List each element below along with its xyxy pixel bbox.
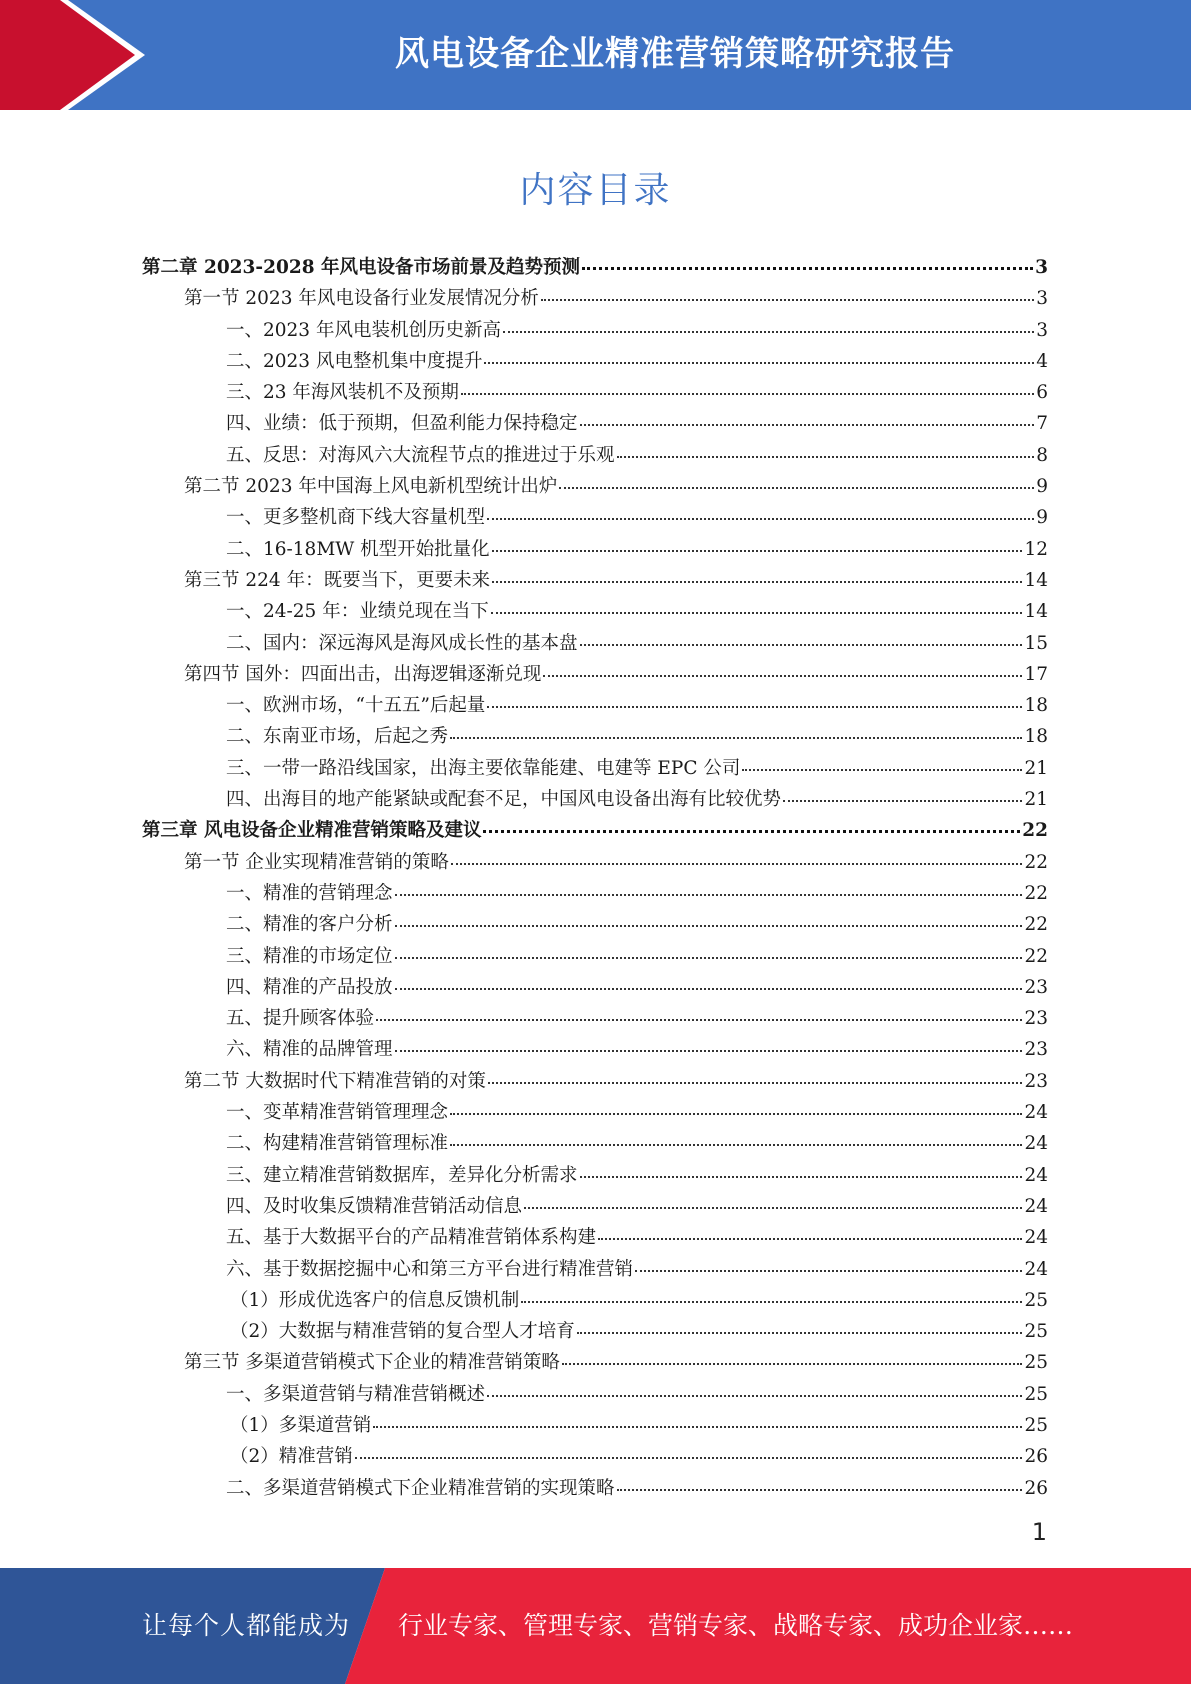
toc-entry-title: 三、23 年海风装机不及预期	[226, 382, 459, 404]
toc-entry-page: 24	[1024, 1227, 1048, 1249]
toc-entry[interactable]	[142, 910, 1048, 941]
dot-leader	[461, 393, 1034, 395]
toc-entry-title: 第三节 多渠道营销模式下企业的精准营销策略	[184, 1352, 560, 1374]
dot-leader	[450, 737, 1022, 739]
header-band	[0, 0, 1191, 110]
toc-entry[interactable]	[142, 816, 1048, 847]
toc-entry-title: （2）大数据与精准营销的复合型人才培育	[230, 1321, 575, 1343]
toc-entry-page: 14	[1024, 601, 1048, 623]
toc-entry-page: 3	[1036, 288, 1048, 310]
dot-leader	[451, 863, 1023, 865]
dot-leader	[395, 894, 1023, 896]
toc-entry-page: 9	[1036, 507, 1048, 529]
toc-entry-title: 四、精准的产品投放	[226, 976, 393, 998]
toc-entry-page: 22	[1022, 820, 1048, 842]
dot-leader	[559, 487, 1034, 489]
toc-entry[interactable]	[142, 535, 1048, 566]
dot-leader	[503, 331, 1034, 333]
toc-entry-page: 23	[1024, 1070, 1048, 1092]
toc-entry-title: 一、多渠道营销与精准营销概述	[226, 1383, 486, 1405]
toc-entry[interactable]	[142, 503, 1048, 534]
toc-entry[interactable]	[142, 973, 1048, 1004]
toc-entry-title: 第一节 2023 年风电设备行业发展情况分析	[184, 288, 539, 310]
dot-leader	[487, 706, 1022, 708]
toc-entry-page: 18	[1024, 726, 1048, 748]
toc-entry-title: 第一节 企业实现精准营销的策略	[184, 851, 449, 873]
toc-entry[interactable]	[142, 848, 1048, 879]
toc-entry-page: 24	[1024, 1133, 1048, 1155]
toc-entry-page: 12	[1024, 538, 1048, 560]
toc-entry-page: 15	[1024, 632, 1048, 654]
toc-entry-page: 25	[1024, 1321, 1048, 1343]
dot-leader	[395, 1050, 1023, 1052]
toc-heading: 内容目录	[519, 170, 672, 211]
toc-entry-page: 3	[1035, 257, 1048, 278]
toc-entry-page: 17	[1024, 663, 1048, 685]
toc-entry-title: 二、2023 风电整机集中度提升	[226, 350, 483, 372]
toc-entry[interactable]	[142, 1067, 1048, 1098]
toc-entry-title: 一、更多整机商下线大容量机型	[226, 507, 486, 529]
toc-entry-page: 22	[1024, 914, 1048, 936]
toc-entry-title: 一、2023 年风电装机创历史新高	[226, 319, 501, 341]
dot-leader	[543, 675, 1022, 677]
dot-leader	[487, 1395, 1022, 1397]
dot-leader	[541, 299, 1034, 301]
toc-entry-page: 3	[1036, 319, 1048, 341]
toc-entry-title: 一、24-25 年：业绩兑现在当下	[226, 601, 489, 623]
dot-leader	[577, 1332, 1023, 1334]
dot-leader	[742, 769, 1022, 771]
toc-entry-page: 25	[1024, 1414, 1048, 1436]
toc-entry-title: 第三节 224 年：既要当下，更要未来	[184, 569, 491, 591]
dot-leader	[376, 1019, 1022, 1021]
dot-leader	[617, 456, 1035, 458]
footer-slogan-left: 让每个人都能成为	[142, 1611, 351, 1640]
toc-entry[interactable]	[142, 284, 1048, 315]
toc-entry[interactable]	[142, 1286, 1048, 1317]
toc-entry[interactable]	[142, 378, 1048, 409]
toc-entry[interactable]	[142, 942, 1048, 973]
toc-entry-title: 四、业绩：低于预期，但盈利能力保持稳定	[226, 413, 578, 435]
dot-leader	[492, 550, 1023, 552]
toc-entry[interactable]	[142, 1035, 1048, 1066]
toc-entry-page: 25	[1024, 1383, 1048, 1405]
footer-band	[0, 1568, 1191, 1684]
dot-leader	[582, 267, 1033, 270]
toc-entry[interactable]	[142, 660, 1048, 691]
toc-entry-page: 21	[1024, 757, 1048, 779]
toc-entry[interactable]	[142, 1192, 1048, 1223]
toc-entry[interactable]	[142, 629, 1048, 660]
dot-leader	[487, 518, 1034, 520]
toc-entry-title: 第三章 风电设备企业精准营销策略及建议	[142, 820, 482, 842]
chevron-arrow-icon	[0, 0, 160, 110]
toc-entry[interactable]	[142, 1380, 1048, 1411]
report-title: 风电设备企业精准营销策略研究报告	[395, 34, 955, 74]
dot-leader	[488, 1082, 1023, 1084]
dot-leader	[783, 800, 1022, 802]
dot-leader	[598, 1238, 1022, 1240]
toc-entry-page: 24	[1024, 1258, 1048, 1280]
toc-entry[interactable]	[142, 785, 1048, 816]
toc-entry-page: 22	[1024, 882, 1048, 904]
toc-entry-title: 一、精准的营销理念	[226, 882, 393, 904]
dot-leader	[373, 1426, 1022, 1428]
toc-entry[interactable]	[142, 1348, 1048, 1379]
toc-entry-title: 三、一带一路沿线国家，出海主要依靠能建、电建等 EPC 公司	[226, 757, 741, 779]
toc-entry-title: 五、反思：对海风六大流程节点的推进过于乐观	[226, 444, 615, 466]
toc-entry-title: 二、16-18MW 机型开始批量化	[226, 538, 490, 560]
toc-entry[interactable]	[142, 1004, 1048, 1035]
toc-entry-title: 二、构建精准营销管理标准	[226, 1133, 449, 1155]
toc-entry[interactable]	[142, 316, 1048, 347]
toc-entry-title: 三、精准的市场定位	[226, 945, 393, 967]
dot-leader	[395, 957, 1023, 959]
toc-entry[interactable]	[142, 1442, 1048, 1473]
toc-entry[interactable]	[142, 566, 1048, 597]
toc-entry-title: 第二章 2023-2028 年风电设备市场前景及趋势预测	[142, 257, 581, 278]
toc-entry-title: 二、国内：深远海风是海风成长性的基本盘	[226, 632, 578, 654]
toc-entry-page: 21	[1024, 789, 1048, 811]
dot-leader	[580, 424, 1035, 426]
toc-entry-title: 一、欧洲市场，“十五五”后起量	[226, 695, 486, 717]
dot-leader	[617, 1489, 1023, 1491]
dot-leader	[395, 925, 1023, 927]
toc-entry-title: （1）形成优选客户的信息反馈机制	[230, 1289, 520, 1311]
toc-entry[interactable]	[142, 722, 1048, 753]
dot-leader	[484, 362, 1034, 364]
dot-leader	[492, 581, 1022, 583]
toc-entry[interactable]	[142, 472, 1048, 503]
toc-entry-title: 二、多渠道营销模式下企业精准营销的实现策略	[226, 1477, 615, 1499]
toc-entry-page: 24	[1024, 1195, 1048, 1217]
toc-entry-title: 二、精准的客户分析	[226, 914, 393, 936]
toc-entry[interactable]	[142, 1161, 1048, 1192]
toc-entry[interactable]	[142, 879, 1048, 910]
toc-entry[interactable]	[142, 1474, 1048, 1505]
dot-leader	[580, 1176, 1023, 1178]
toc-entry[interactable]	[142, 1317, 1048, 1348]
table-of-contents	[142, 253, 1048, 1505]
dot-leader	[450, 1144, 1022, 1146]
toc-entry[interactable]	[142, 441, 1048, 472]
page-number: 1	[1031, 1518, 1047, 1546]
toc-entry-title: 第二节 大数据时代下精准营销的对策	[184, 1070, 486, 1092]
toc-entry-title: 六、基于数据挖掘中心和第三方平台进行精准营销	[226, 1258, 634, 1280]
toc-entry-page: 6	[1036, 382, 1048, 404]
toc-entry-page: 9	[1036, 476, 1048, 498]
dot-leader	[395, 988, 1023, 990]
dot-leader	[580, 644, 1023, 646]
toc-entry-page: 25	[1024, 1352, 1048, 1374]
toc-entry-page: 7	[1036, 413, 1048, 435]
toc-entry-title: 第四节 国外：四面出击，出海逻辑逐渐兑现	[184, 663, 542, 685]
toc-entry-page: 8	[1036, 444, 1048, 466]
toc-entry-title: 第二节 2023 年中国海上风电新机型统计出炉	[184, 476, 558, 498]
toc-entry-page: 18	[1024, 695, 1048, 717]
toc-entry-title: 三、建立精准营销数据库，差异化分析需求	[226, 1164, 578, 1186]
toc-entry-title: 一、变革精准营销管理理念	[226, 1102, 449, 1124]
toc-entry-title: （1）多渠道营销	[230, 1414, 372, 1436]
toc-entry[interactable]	[142, 409, 1048, 440]
toc-entry-page: 22	[1024, 945, 1048, 967]
toc-entry-title: 五、基于大数据平台的产品精准营销体系构建	[226, 1227, 597, 1249]
toc-entry[interactable]	[142, 347, 1048, 378]
toc-entry[interactable]	[142, 253, 1048, 284]
toc-entry-title: 五、提升顾客体验	[226, 1008, 375, 1030]
toc-entry-page: 23	[1024, 976, 1048, 998]
toc-entry[interactable]	[142, 597, 1048, 628]
footer-slogan-right: 行业专家、管理专家、营销专家、战略专家、成功企业家……	[398, 1611, 1074, 1640]
toc-entry-page: 14	[1024, 569, 1048, 591]
toc-entry-page: 26	[1024, 1446, 1048, 1468]
toc-entry-title: 二、东南亚市场，后起之秀	[226, 726, 449, 748]
toc-entry[interactable]	[142, 754, 1048, 785]
toc-entry[interactable]	[142, 1223, 1048, 1254]
dot-leader	[483, 830, 1020, 833]
toc-entry-page: 22	[1024, 851, 1048, 873]
dot-leader	[491, 612, 1023, 614]
toc-entry-page: 23	[1024, 1008, 1048, 1030]
toc-entry[interactable]	[142, 1255, 1048, 1286]
toc-entry-page: 4	[1036, 350, 1048, 372]
toc-entry-page: 25	[1024, 1289, 1048, 1311]
toc-entry[interactable]	[142, 1098, 1048, 1129]
toc-entry-title: 六、精准的品牌管理	[226, 1039, 393, 1061]
dot-leader	[450, 1113, 1022, 1115]
dot-leader	[524, 1207, 1022, 1209]
toc-entry-title: 四、及时收集反馈精准营销活动信息	[226, 1195, 523, 1217]
toc-entry[interactable]	[142, 691, 1048, 722]
toc-entry[interactable]	[142, 1129, 1048, 1160]
toc-entry-title: （2）精准营销	[230, 1446, 353, 1468]
toc-entry[interactable]	[142, 1411, 1048, 1442]
dot-leader	[521, 1301, 1022, 1303]
toc-entry-page: 24	[1024, 1164, 1048, 1186]
toc-entry-title: 四、出海目的地产能紧缺或配套不足，中国风电设备出海有比较优势	[226, 789, 782, 811]
dot-leader	[562, 1363, 1023, 1365]
toc-entry-page: 24	[1024, 1102, 1048, 1124]
toc-entry-page: 26	[1024, 1477, 1048, 1499]
dot-leader	[355, 1457, 1023, 1459]
dot-leader	[635, 1270, 1022, 1272]
toc-entry-page: 23	[1024, 1039, 1048, 1061]
